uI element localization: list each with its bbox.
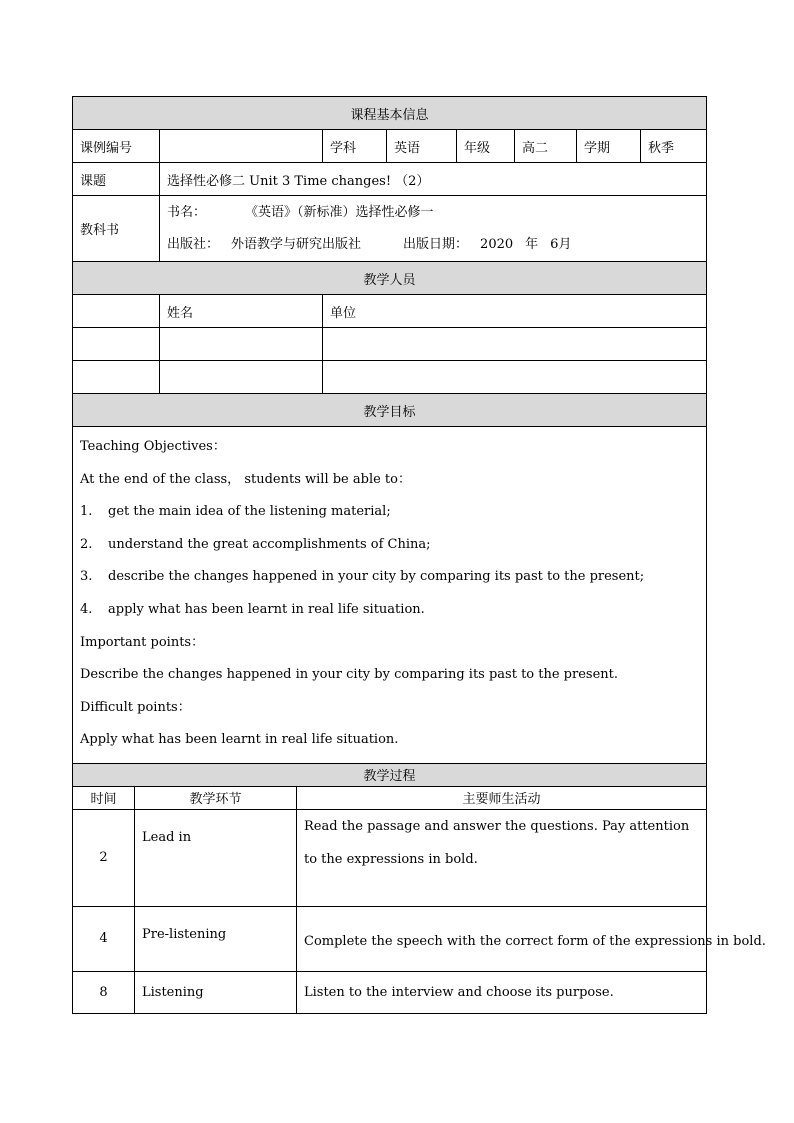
objective-item: 1. get the main idea of the listening material;	[80, 504, 391, 520]
objectives-title: Teaching Objectives：	[80, 439, 226, 454]
process-header: 教学过程	[73, 763, 707, 786]
important-points-text: Describe the changes happened in your city by comparing its past to the present.	[80, 667, 618, 683]
publisher-value: 外语教学与研究出版社	[231, 236, 362, 252]
staff-row-1-unit	[323, 328, 707, 361]
table-row	[73, 906, 707, 971]
process-activity: Read the passage and answer the questions. Pay attention to the expressions in bold.	[297, 809, 707, 906]
staff-header: 教学人员	[73, 262, 707, 295]
book-name-label: 书名：	[167, 204, 207, 220]
difficult-points-text: Apply what has been learnt in real life situation.	[80, 732, 399, 748]
grade-value: 高二	[515, 130, 577, 163]
objectives-body	[73, 427, 707, 764]
process-col-activity: 主要师生活动	[297, 786, 707, 809]
staff-row-1-name	[160, 328, 323, 361]
staff-row-1-role	[73, 328, 160, 361]
topic-value: 选择性必修二 Unit 3 Time changes! （2）	[160, 163, 707, 196]
topic-label: 课题	[73, 163, 160, 196]
process-time: 2	[73, 809, 135, 906]
case-no-label: 课例编号	[73, 130, 160, 163]
pub-date-label: 出版日期：	[403, 236, 469, 252]
process-step: Listening	[135, 971, 297, 1013]
table-row	[73, 809, 707, 906]
process-activity: Listen to the interview and choose its purpose.	[297, 971, 707, 1013]
term-label: 学期	[577, 130, 641, 163]
course-info-table	[72, 96, 707, 764]
pub-month: 6	[550, 236, 559, 252]
grade-label: 年级	[457, 130, 515, 163]
objective-item: 4. apply what has been learnt in real life situation.	[80, 601, 425, 617]
course-info-header: 课程基本信息	[73, 97, 707, 130]
process-col-step: 教学环节	[135, 786, 297, 809]
objective-item: 3. describe the changes happened in your city by comparing its past to the present;	[80, 569, 645, 585]
process-activity: Complete the speech with the correct form of the expressions in bold.	[297, 906, 707, 971]
process-time: 8	[73, 971, 135, 1013]
process-step: Lead in	[135, 809, 297, 906]
term-value: 秋季	[641, 130, 707, 163]
teaching-process-table	[72, 763, 766, 1014]
case-no-value	[160, 130, 323, 163]
process-step: Pre-listening	[135, 906, 297, 971]
staff-row-2-role	[73, 361, 160, 394]
lesson-plan-document	[72, 96, 766, 1014]
year-unit: 年	[525, 236, 539, 252]
textbook-details	[160, 196, 707, 262]
subject-label: 学科	[323, 130, 387, 163]
staff-row-2-name	[160, 361, 323, 394]
process-col-time: 时间	[73, 786, 135, 809]
table-row	[73, 971, 707, 1013]
staff-blank-cell	[73, 295, 160, 328]
important-points-label: Important points：	[80, 634, 205, 650]
book-name-value: 《英语》（新标准）选择性必修一	[245, 204, 434, 220]
pub-year: 2020	[480, 236, 514, 252]
difficult-points-label: Difficult points：	[80, 699, 191, 715]
objectives-header: 教学目标	[73, 394, 707, 427]
staff-name-col: 姓名	[160, 295, 323, 328]
objective-item: 2. understand the great accomplishments of China;	[80, 536, 431, 552]
objectives-intro: At the end of the class， students will be able to：	[80, 471, 411, 487]
subject-value: 英语	[387, 130, 457, 163]
staff-unit-col: 单位	[323, 295, 707, 328]
process-time: 4	[73, 906, 135, 971]
month-unit: 月	[558, 236, 572, 252]
publisher-label: 出版社：	[167, 236, 220, 252]
textbook-label: 教科书	[73, 196, 160, 262]
staff-row-2-unit	[323, 361, 707, 394]
